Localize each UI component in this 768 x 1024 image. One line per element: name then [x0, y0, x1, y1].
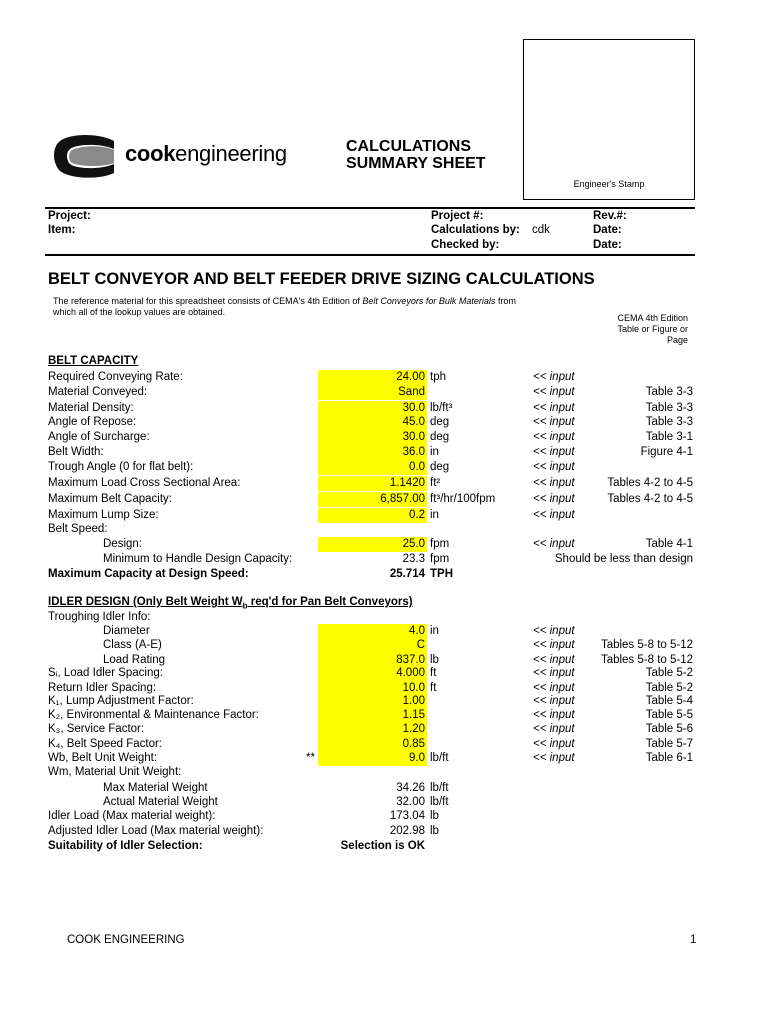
input-marker: << input [533, 386, 575, 398]
table-row [0, 401, 768, 416]
table-row [0, 552, 768, 567]
row-unit: in [430, 625, 439, 637]
project-label: Project: [48, 210, 91, 222]
row-label: Required Conveying Rate: [48, 371, 183, 383]
row-unit: lb [430, 825, 439, 837]
input-marker: << input [533, 723, 575, 735]
row-unit: lb/ft [430, 752, 449, 764]
cema-reference: Table 3-1 [645, 431, 693, 443]
intro-pre: The reference material for this spreadsheet consists of CEMA's 4th Edition of [53, 296, 363, 306]
intro-book-title: Belt Conveyors for Bulk Materials [362, 296, 496, 306]
input-marker: << input [533, 431, 575, 443]
cema-reference: Table 4-1 [645, 538, 693, 550]
table-row [0, 430, 768, 445]
engineer-stamp-box [523, 39, 695, 200]
input-cell[interactable]: 6,857.00 [318, 492, 427, 507]
table-row [0, 415, 768, 430]
cema-reference: Table 3-3 [645, 416, 693, 428]
summary-title-line1: CALCULATIONS [346, 138, 472, 155]
row-unit: ft [430, 682, 437, 694]
table-row [0, 666, 768, 681]
computed-value: 32.00 [396, 796, 425, 808]
row-label: K₁, Lump Adjustment Factor: [48, 695, 194, 707]
idler-title-a: IDLER DESIGN (Only Belt Weight W [48, 596, 243, 608]
input-marker: << input [533, 625, 575, 637]
input-marker: << input [533, 461, 575, 473]
table-row [0, 839, 768, 854]
cema-reference: Tables 4-2 to 4-5 [607, 493, 693, 505]
table-row [0, 781, 768, 796]
row-unit: in [430, 509, 439, 521]
table-row [0, 508, 768, 523]
idler-title-sub: b [242, 601, 248, 611]
input-marker: << input [533, 752, 575, 764]
input-cell[interactable]: C [318, 638, 427, 653]
table-row [0, 737, 768, 752]
row-label: Maximum Capacity at Design Speed: [48, 568, 249, 580]
table-row [0, 492, 768, 507]
row-unit: in [430, 446, 439, 458]
computed-value: 34.26 [396, 782, 425, 794]
row-label: Diameter [103, 625, 150, 637]
computed-value: 25.714 [389, 568, 425, 580]
calculations-by-value: cdk [532, 224, 550, 236]
row-unit: deg [430, 431, 450, 443]
row-label: Belt Width: [48, 446, 104, 458]
input-cell[interactable]: 0.2 [318, 508, 427, 523]
computed-value: 202.98 [389, 825, 425, 837]
input-marker: << input [533, 402, 575, 414]
computed-value: 23.3 [402, 553, 425, 565]
row-label: Wb, Belt Unit Weight: [48, 752, 158, 764]
row-label: Actual Material Weight [103, 796, 218, 808]
row-label: K₄, Belt Speed Factor: [48, 738, 163, 750]
table-row [0, 765, 768, 780]
table-row [0, 722, 768, 737]
row-label: Sᵢ, Load Idler Spacing: [48, 667, 163, 679]
row-unit: deg [430, 416, 450, 428]
input-marker: << input [533, 667, 575, 679]
computed-value: Selection is OK [340, 840, 425, 852]
row-unit: TPH [430, 568, 453, 580]
date-label-2: Date: [593, 239, 622, 251]
cema-reference: Table 3-3 [645, 386, 693, 398]
input-marker: << input [533, 477, 575, 489]
input-cell[interactable]: Sand [318, 385, 427, 400]
input-cell[interactable]: 25.0 [318, 537, 427, 552]
cema-reference: Should be less than design [554, 553, 693, 565]
header-rule-top [45, 207, 695, 209]
table-row [0, 638, 768, 653]
row-label: Load Rating [103, 654, 166, 666]
main-title: BELT CONVEYOR AND BELT FEEDER DRIVE SIZING CALCULATIONS [48, 270, 595, 288]
row-label: Angle of Surcharge: [48, 431, 150, 443]
cema-reference: Table 5-7 [645, 738, 693, 750]
row-unit: ft [430, 667, 437, 679]
table-row [0, 537, 768, 552]
summary-title [346, 138, 486, 172]
cema-head-line2: Table or Figure or [617, 324, 688, 334]
row-label: Adjusted Idler Load (Max material weight): [48, 825, 264, 837]
input-cell[interactable]: 4.0 [318, 624, 427, 639]
item-label: Item: [48, 224, 76, 236]
cema-reference: Table 5-5 [645, 709, 693, 721]
footer-page-number: 1 [690, 934, 697, 946]
computed-value: 173.04 [389, 810, 425, 822]
summary-title-line2: SUMMARY SHEET [346, 155, 486, 172]
table-row [0, 624, 768, 639]
logo-wordmark [125, 141, 287, 167]
row-label: K₂, Environmental & Maintenance Factor: [48, 709, 259, 721]
row-label: Maximum Load Cross Sectional Area: [48, 477, 241, 489]
intro-line2: which all of the lookup values are obtained. [53, 307, 226, 317]
input-cell[interactable]: 36.0 [318, 445, 427, 460]
input-cell[interactable]: 0.0 [318, 460, 427, 475]
row-label: Trough Angle (0 for flat belt): [48, 461, 194, 473]
row-unit: tph [430, 371, 446, 383]
table-row [0, 824, 768, 839]
project-number-label: Project #: [431, 210, 484, 222]
row-note: ** [306, 752, 315, 764]
input-cell[interactable]: 4.000 [318, 666, 427, 681]
cema-reference: Tables 4-2 to 4-5 [607, 477, 693, 489]
cema-reference-heading [600, 313, 688, 346]
idler-title-b: req'd for Pan Belt Conveyors) [247, 596, 413, 608]
input-cell[interactable]: 10.0 [318, 681, 427, 696]
logo-light: engineering [175, 141, 287, 166]
table-row [0, 460, 768, 475]
input-cell[interactable]: 30.0 [318, 401, 427, 416]
row-unit: fpm [430, 553, 450, 565]
input-marker: << input [533, 639, 575, 651]
cema-reference: Tables 5-8 to 5-12 [600, 654, 693, 666]
row-unit: ft³/hr/100fpm [430, 493, 496, 505]
input-marker: << input [533, 682, 575, 694]
table-row [0, 567, 768, 582]
table-row [0, 445, 768, 460]
input-marker: << input [533, 654, 575, 666]
row-label: Maximum Belt Capacity: [48, 493, 172, 505]
date-label-1: Date: [593, 224, 622, 236]
cema-head-line3: Page [666, 335, 688, 345]
row-label: Suitability of Idler Selection: [48, 840, 203, 852]
input-marker: << input [533, 493, 575, 505]
cook-logo-icon [52, 133, 120, 181]
cema-reference: Table 5-2 [645, 682, 693, 694]
cema-reference: Table 3-3 [645, 402, 693, 414]
input-marker: << input [533, 371, 575, 383]
input-cell[interactable]: 1.00 [318, 694, 427, 709]
intro-post: from [495, 296, 516, 306]
row-unit: deg [430, 461, 450, 473]
cema-reference: Tables 5-8 to 5-12 [600, 639, 693, 651]
table-row [0, 370, 768, 385]
cema-reference: Table 5-2 [645, 667, 693, 679]
logo-bold: cook [125, 141, 176, 166]
belt-capacity-heading: BELT CAPACITY [48, 355, 139, 367]
row-unit: lb [430, 654, 439, 666]
input-marker: << input [533, 738, 575, 750]
row-label: Design: [103, 538, 142, 550]
table-row [0, 795, 768, 810]
stamp-label: Engineer's Stamp [573, 179, 645, 189]
row-label: Angle of Repose: [48, 416, 137, 428]
input-cell[interactable]: 45.0 [318, 415, 427, 430]
row-unit: lb [430, 810, 439, 822]
input-cell[interactable]: 837.0 [318, 653, 427, 668]
row-unit: ft² [430, 477, 441, 489]
table-row [0, 522, 768, 537]
input-cell[interactable]: 9.0 [318, 751, 427, 766]
calculations-by-label: Calculations by: [431, 224, 520, 236]
table-row [0, 694, 768, 709]
cema-reference: Figure 4-1 [640, 446, 693, 458]
input-marker: << input [533, 709, 575, 721]
input-marker: << input [533, 695, 575, 707]
checked-by-label: Checked by: [431, 239, 500, 251]
intro-text [53, 296, 563, 318]
row-unit: lb/ft [430, 796, 449, 808]
row-label: K₃, Service Factor: [48, 723, 145, 735]
table-row [0, 751, 768, 766]
row-unit: lb/ft³ [430, 402, 453, 414]
header-rule-bottom [45, 254, 695, 256]
input-marker: << input [533, 509, 575, 521]
row-unit: fpm [430, 538, 450, 550]
rev-label: Rev.#: [593, 210, 627, 222]
cema-reference: Table 5-6 [645, 723, 693, 735]
row-label: Material Conveyed: [48, 386, 148, 398]
footer-company: COOK ENGINEERING [67, 934, 185, 946]
cema-reference: Table 6-1 [645, 752, 693, 764]
input-marker: << input [533, 416, 575, 428]
row-label: Class (A-E) [103, 639, 162, 651]
table-row [0, 809, 768, 824]
row-label: Wm, Material Unit Weight: [48, 766, 182, 778]
table-row [0, 476, 768, 491]
cema-head-line1: CEMA 4th Edition [617, 313, 688, 323]
row-label: Return Idler Spacing: [48, 682, 157, 694]
row-label: Maximum Lump Size: [48, 509, 159, 521]
input-marker: << input [533, 446, 575, 458]
input-cell[interactable]: 24.00 [318, 370, 427, 385]
input-marker: << input [533, 538, 575, 550]
input-cell[interactable]: 1.20 [318, 722, 427, 737]
row-unit: lb/ft [430, 782, 449, 794]
row-label: Belt Speed: [48, 523, 108, 535]
table-row [0, 708, 768, 723]
row-label: Material Density: [48, 402, 134, 414]
input-cell[interactable]: 30.0 [318, 430, 427, 445]
row-label: Troughing Idler Info: [48, 611, 151, 623]
input-cell[interactable]: 0.85 [318, 737, 427, 752]
cema-reference: Table 5-4 [645, 695, 693, 707]
row-label: Idler Load (Max material weight): [48, 810, 216, 822]
idler-design-heading [48, 596, 413, 610]
table-row [0, 610, 768, 625]
row-label: Minimum to Handle Design Capacity: [103, 553, 293, 565]
table-row [0, 385, 768, 400]
input-cell[interactable]: 1.1420 [318, 476, 427, 491]
input-cell[interactable]: 1.15 [318, 708, 427, 723]
row-label: Max Material Weight [103, 782, 208, 794]
